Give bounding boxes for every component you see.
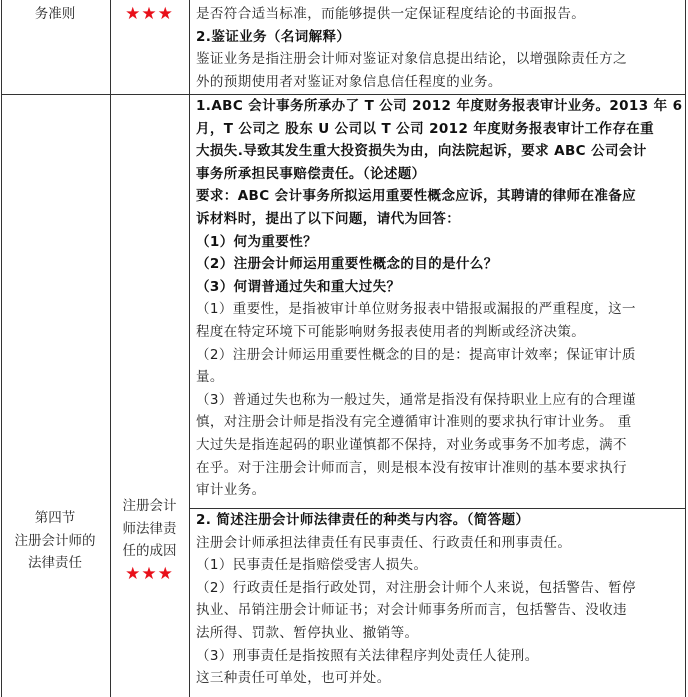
text-line: 程度在特定环境下可能影响财务报表使用者的判断或经济决策。 (196, 323, 586, 340)
question-1-content (196, 95, 683, 502)
table-border-right (685, 0, 686, 697)
text-line: （3）刑事责任是指按照有关法律程序判处责任人徒刑。 (196, 647, 539, 664)
text-line: 审计业务。 (196, 482, 266, 499)
text-line: 慎，对注册会计师是指没有完全遵循审计准则的要求执行审计业务。 重 (196, 414, 632, 431)
text-line: 量。 (196, 369, 224, 386)
bold-text-line: 诉材料时，提出了以下问题，请代为回答： (196, 210, 461, 227)
text-line: 鉴证业务是指注册会计师对鉴证对象信息提出结论，以增强除责任方之 (196, 51, 627, 68)
bold-text-line: 要求：ABC 会计事务所拟运用重要性概念应诉，其聘请的律师在准备应 (196, 188, 637, 205)
section-title: 法律责任 (28, 555, 82, 571)
text-line: 执业、吊销注册会计师证书；对会计师事务所而言，包括警告、没收违 (196, 602, 627, 619)
bold-text-line: （2）注册会计师运用重要性概念的目的是什么？ (196, 256, 498, 273)
section-cell (0, 507, 110, 575)
text-line: （2）行政责任是指行政处罚，对注册会计师个人来说，包括警告、暂停 (196, 579, 636, 596)
text-line: （3）普通过失也称为一般过失，通常是指没有保持职业上应有的合理谨 (196, 391, 636, 408)
section-cell: 务准则 (34, 6, 76, 22)
text-line: 这三种责任可单处，也可并处。 (196, 670, 391, 687)
bold-text-line: 事务所承担民事赔偿责任。（论述题） (196, 165, 426, 182)
row1-content (196, 3, 680, 93)
bold-text-line: （1）何为重要性？ (196, 233, 317, 250)
bold-text-line: 月，T 公司之 股东 U 公司以 T 公司 2012 年度财务报表审计工作存在重 (196, 120, 655, 137)
text-line: 注册会计师承担法律责任有民事责任、行政责任和刑事责任。 (196, 534, 572, 551)
importance-stars: ★★★ (125, 4, 174, 24)
section-number: 第四节 (34, 510, 76, 526)
bold-text-line: （3）何谓普通过失和重大过失？ (196, 278, 401, 295)
text-line: （1）民事责任是指赔偿受害人损失。 (196, 557, 428, 574)
bold-text-line: 大损失.导致其发生重大投资损失为由，向法院起诉，要求 ABC 公司会计 (196, 143, 647, 160)
bold-text-line: 2. 简述注册会计师法律责任的种类与内容。（简答题） (196, 512, 530, 528)
text-line: （1）重要性，是指被审计单位财务报表中错报或漏报的严重程度，这一 (196, 301, 636, 318)
bold-text-line: 2.鉴证业务（名词解释） (196, 28, 351, 45)
column-divider (189, 0, 190, 697)
text-line: 大过失是指连起码的职业谨慎都不保持，对业务或事务不加考虑，满不 (196, 436, 627, 453)
table-border-left (1, 0, 2, 697)
question-2-content (196, 509, 680, 690)
text-line: 外的预期使用者对鉴证对象信息信任程度的业务。 (196, 73, 502, 90)
topic-line: 注册会计 (122, 498, 177, 514)
bold-text-line: 1.ABC 会计事务所承办了 T 公司 2012 年度财务报表审计业务。2013 年 6 (196, 98, 683, 114)
topic-cell (110, 495, 189, 585)
text-line: （2）注册会计师运用重要性概念的目的是：提高审计效率；保证审计质 (196, 346, 636, 363)
text-line: 法所得、罚款、暂停执业、撤销等。 (196, 624, 419, 641)
importance-stars: ★★★ (125, 563, 174, 584)
text-line: 在乎。对于注册会计师而言，则是根本没有按审计准则的基本要求执行 (196, 459, 627, 476)
text-line: 是否符合适当标准，而能够提供一定保证程度结论的书面报告。 (196, 6, 586, 22)
section-title: 注册会计师的 (14, 532, 96, 549)
topic-line: 师法律责 (122, 520, 177, 537)
column-divider (110, 0, 111, 697)
topic-line: 任的成因 (122, 543, 177, 559)
